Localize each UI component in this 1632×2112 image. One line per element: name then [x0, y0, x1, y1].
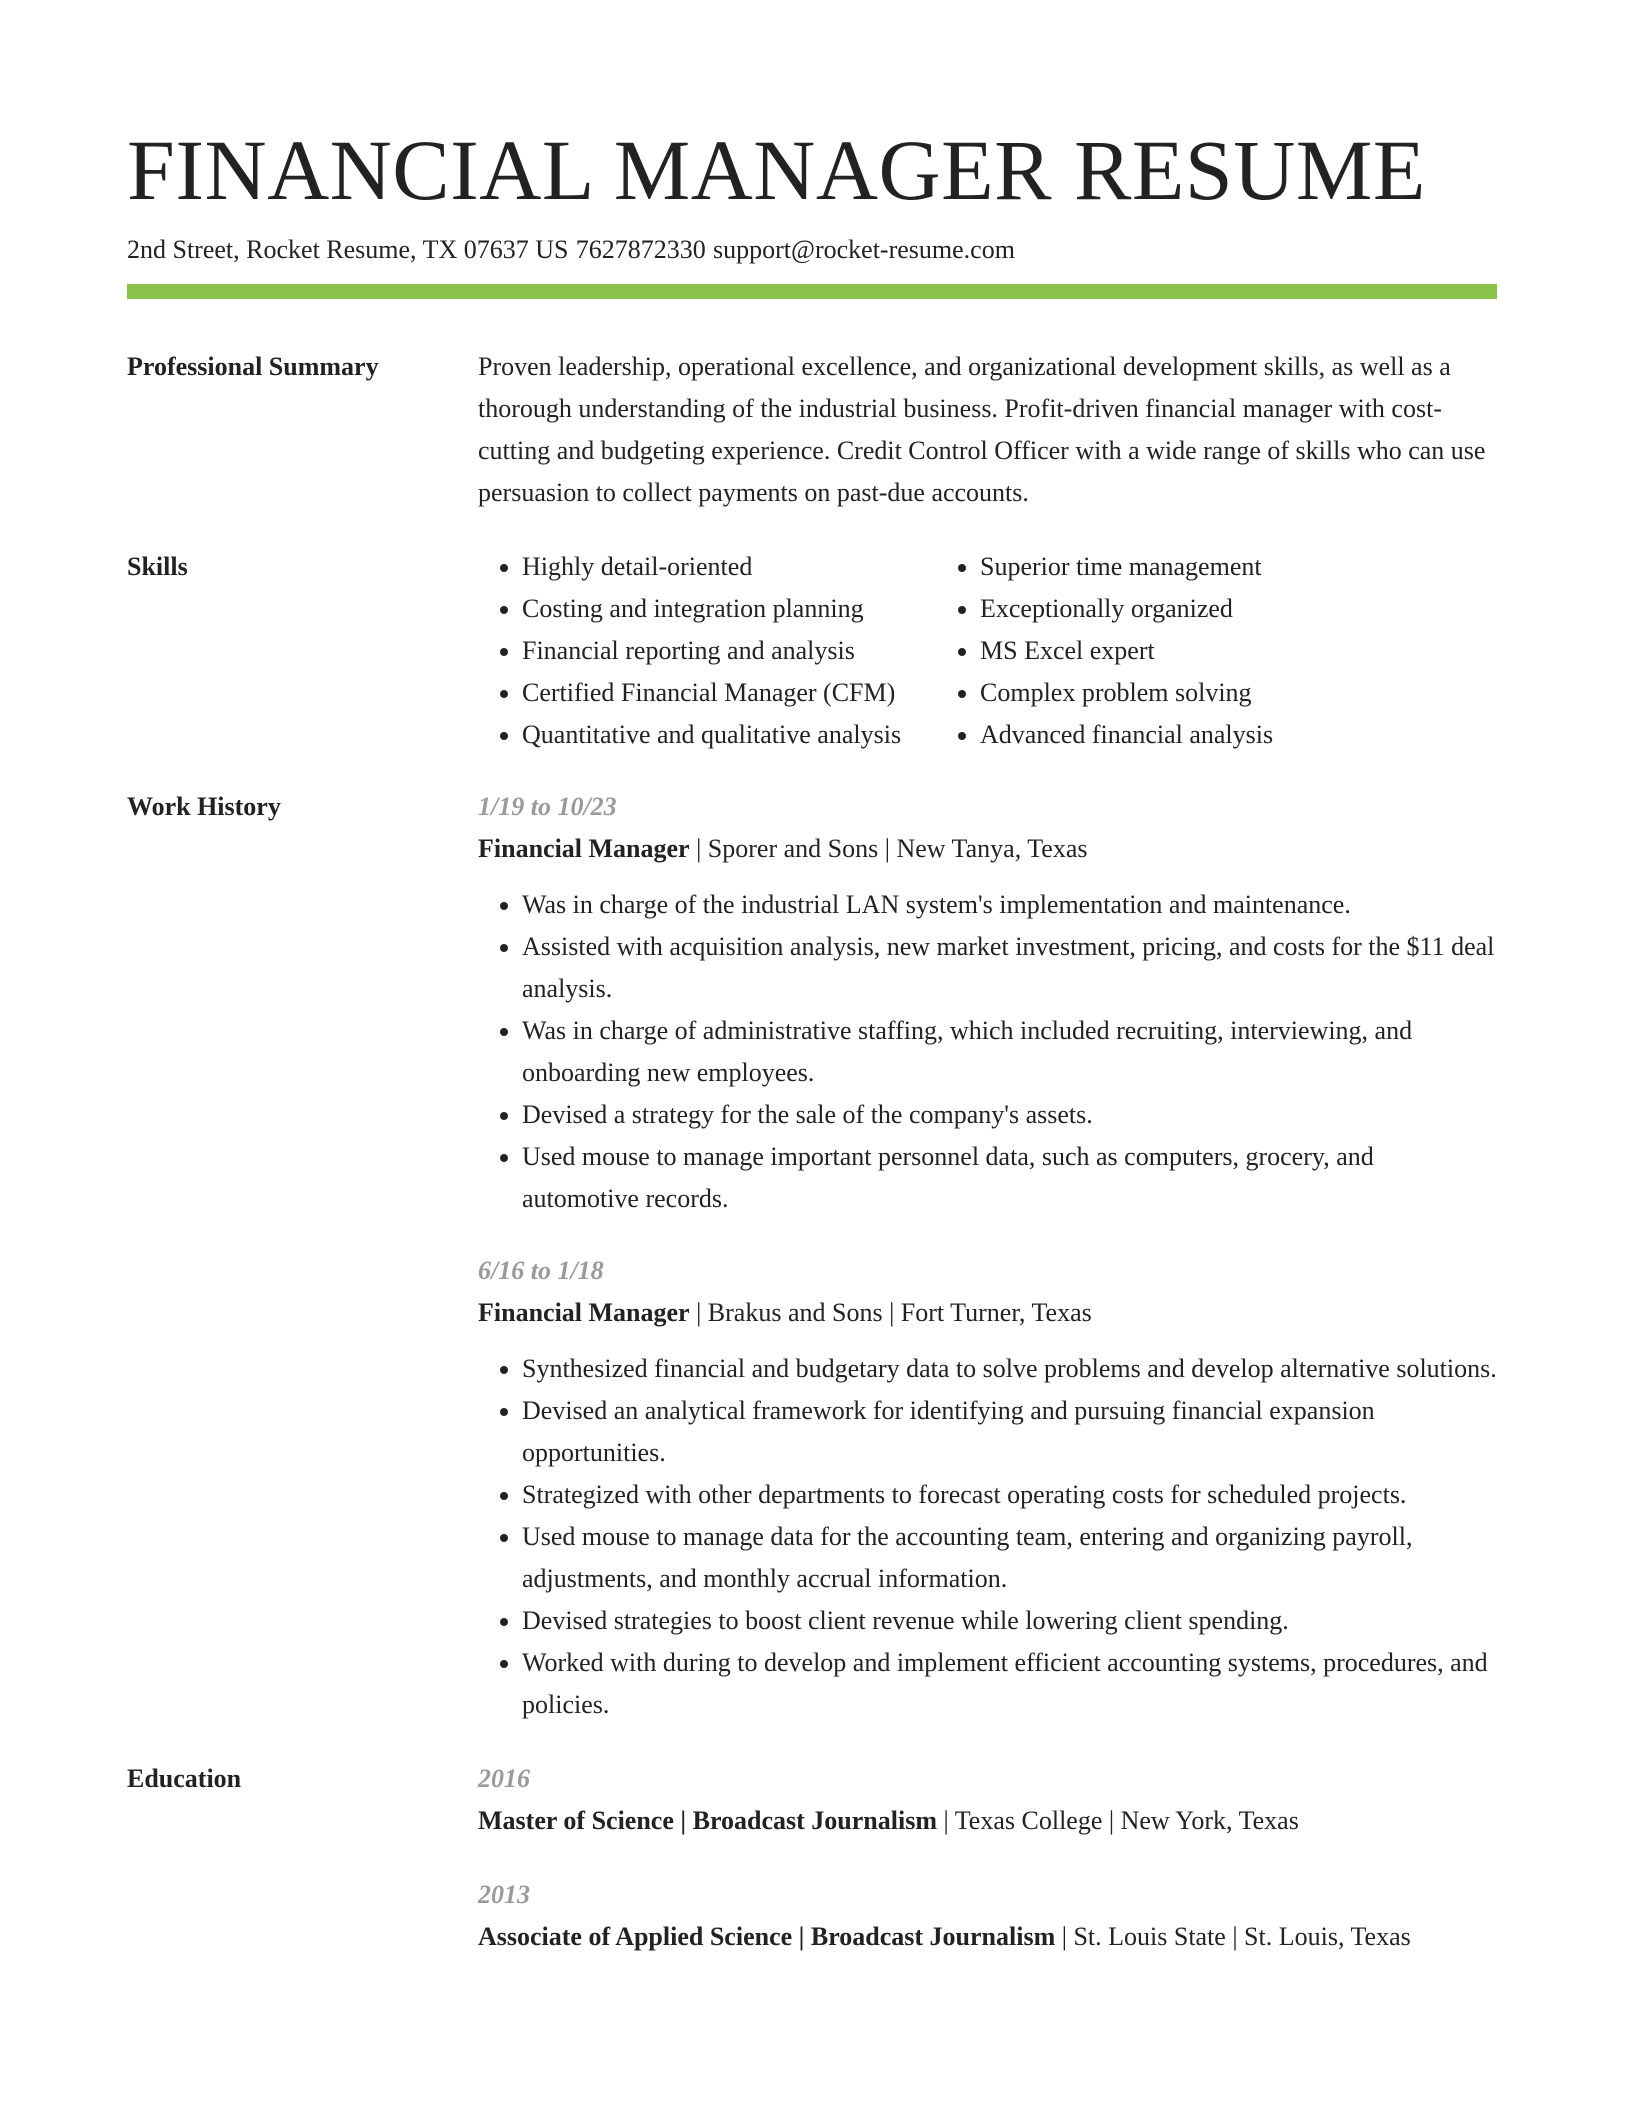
job-title: Financial Manager [478, 1298, 690, 1327]
degree-title: Master of Science | Broadcast Journalism [478, 1806, 937, 1835]
job-bullet: • Devised strategies to boost client revenue while lowering client spending. [522, 1600, 1497, 1642]
job-entry [478, 1250, 1497, 1726]
job-bullet: • Worked with during to develop and implement efficient accounting systems, procedures, and policies. [522, 1642, 1497, 1726]
education-details: | St. Louis State | St. Louis, Texas [1055, 1922, 1411, 1951]
header-divider [127, 284, 1497, 299]
skill-item: • Superior time management [980, 546, 1273, 588]
skill-item: • Complex problem solving [980, 672, 1273, 714]
skill-item: • Quantitative and qualitative analysis [522, 714, 936, 756]
section-label-education: Education [127, 1764, 242, 1793]
skills-list-left [478, 546, 936, 756]
resume-title: FINANCIAL MANAGER RESUME [127, 122, 1426, 218]
section-label-skills: Skills [127, 552, 188, 581]
education-heading [478, 1916, 1497, 1958]
work-entries [478, 786, 1497, 1726]
job-bullet: • Strategized with other departments to forecast operating costs for scheduled projects. [522, 1474, 1497, 1516]
skills-list-right [936, 546, 1273, 756]
contact-phone: 7627872330 [575, 235, 706, 264]
degree-title: Associate of Applied Science | Broadcast Journalism [478, 1922, 1056, 1951]
skills-columns [478, 546, 1497, 756]
job-dates: 6/16 to 1/18 [478, 1256, 604, 1285]
job-bullet: • Was in charge of administrative staffing, which included recruiting, interviewing, and onboarding new employees. [522, 1010, 1497, 1094]
education-entry [478, 1874, 1497, 1958]
education-year: 2013 [478, 1880, 530, 1909]
education-section [127, 1758, 1497, 1958]
contact-address: 2nd Street, Rocket Resume, TX 07637 US [127, 235, 569, 264]
job-title: Financial Manager [478, 834, 690, 863]
work-history-section [127, 786, 1497, 1726]
job-details: | Brakus and Sons | Fort Turner, Texas [689, 1298, 1092, 1327]
summary-section [127, 346, 1497, 514]
skill-item: • Certified Financial Manager (CFM) [522, 672, 936, 714]
education-year: 2016 [478, 1764, 530, 1793]
education-entry [478, 1758, 1497, 1842]
contact-line [127, 232, 1497, 268]
job-heading [478, 828, 1497, 870]
job-entry [478, 786, 1497, 1220]
skill-item: • Costing and integration planning [522, 588, 936, 630]
section-label-summary: Professional Summary [127, 352, 379, 381]
education-heading [478, 1800, 1497, 1842]
job-bullet: • Devised a strategy for the sale of the company's assets. [522, 1094, 1497, 1136]
job-bullet: • Used mouse to manage data for the accounting team, entering and organizing payroll, adjustments, and monthly accrual information. [522, 1516, 1497, 1600]
job-bullet: • Synthesized financial and budgetary data to solve problems and develop alternative solutions. [522, 1348, 1497, 1390]
skill-item: • Highly detail-oriented [522, 546, 936, 588]
job-bullet: • Was in charge of the industrial LAN system's implementation and maintenance. [522, 884, 1497, 926]
job-bullet: • Devised an analytical framework for identifying and pursuing financial expansion opportunities. [522, 1390, 1497, 1474]
skill-item: • Exceptionally organized [980, 588, 1273, 630]
resume-page [127, 118, 1497, 1958]
education-entries [478, 1758, 1497, 1958]
job-bullet: • Assisted with acquisition analysis, new market investment, pricing, and costs for the $11 deal analysis. [522, 926, 1497, 1010]
skill-item: • Financial reporting and analysis [522, 630, 936, 672]
job-bullets [478, 1348, 1497, 1726]
job-heading [478, 1292, 1497, 1334]
job-details: | Sporer and Sons | New Tanya, Texas [689, 834, 1088, 863]
job-bullets [478, 884, 1497, 1220]
skills-section [127, 546, 1497, 756]
education-details: | Texas College | New York, Texas [937, 1806, 1299, 1835]
section-label-work: Work History [127, 792, 281, 821]
contact-email[interactable]: support@rocket-resume.com [713, 235, 1015, 264]
summary-text: Proven leadership, operational excellence, and organizational development skills, as well as a thorough understanding of the industrial business. Profit-driven financial manager with cost-cutting and budgeting experience. Credit Control Officer with a wide range of skills who can use persuasion to collect payments on past-due accounts. [478, 352, 1486, 507]
skill-item: • Advanced financial analysis [980, 714, 1273, 756]
job-bullet: • Used mouse to manage important personnel data, such as computers, grocery, and automotive records. [522, 1136, 1497, 1220]
job-dates: 1/19 to 10/23 [478, 792, 617, 821]
skill-item: • MS Excel expert [980, 630, 1273, 672]
